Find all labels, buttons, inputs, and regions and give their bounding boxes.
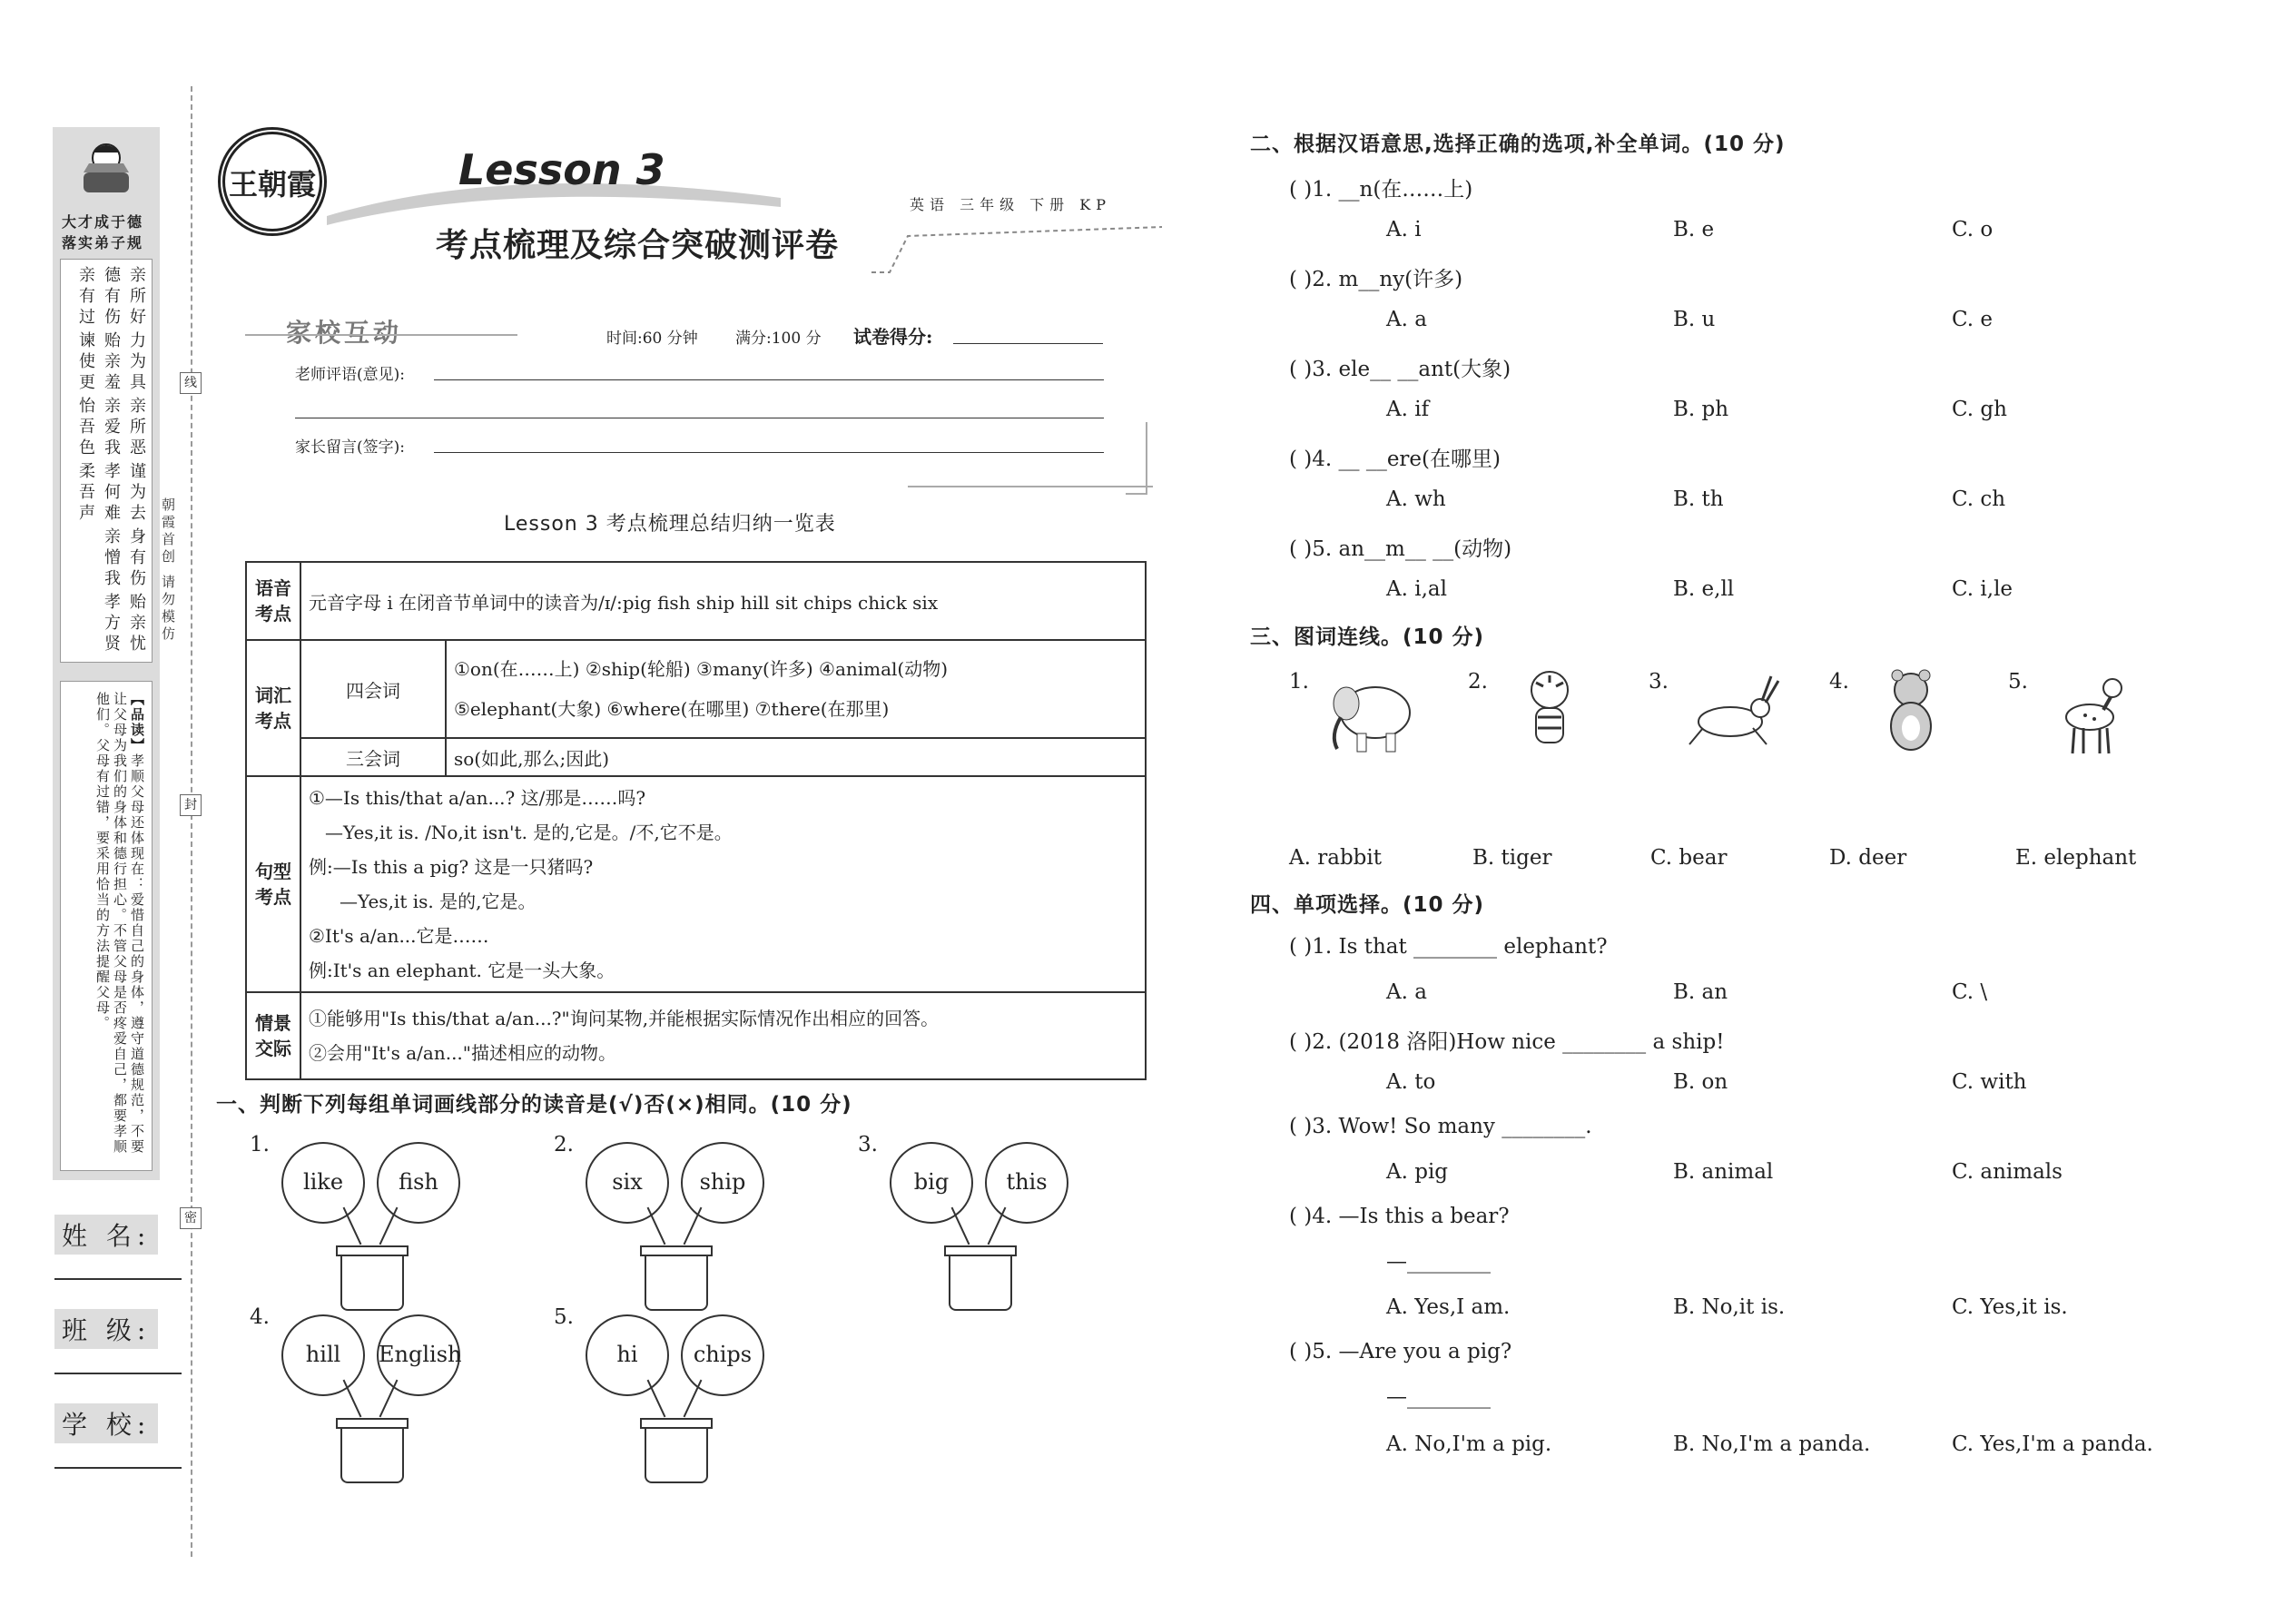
sentence-line-6: 例:It's an elephant. 它是一头大象。	[309, 960, 615, 981]
verse-15: 柔吾声	[76, 462, 95, 525]
summary-title: Lesson 3 考点梳理总结归纳一览表	[504, 513, 836, 536]
situation-line-1: ①能够用"Is this/that a/an...?"询问某物,并能根据实际情况作出相应的回答。	[309, 1008, 940, 1029]
parent-note-input[interactable]	[434, 452, 1104, 453]
p4-option-a[interactable]: A. to	[1386, 1070, 1436, 1094]
p2-option-b[interactable]: B. e,ll	[1673, 577, 1735, 601]
pot-rim	[640, 1418, 713, 1429]
p2-option-b[interactable]: B. u	[1673, 308, 1716, 331]
p2-option-a[interactable]: A. i,al	[1386, 577, 1447, 601]
side-note: 朝霞首创 请勿模仿	[160, 497, 176, 644]
word-b-cloud: English	[377, 1314, 460, 1396]
title-underline-deco	[871, 218, 1162, 281]
rabbit-icon[interactable]	[1680, 663, 1780, 763]
flower-number: 1.	[250, 1133, 270, 1156]
page-title: 考点梳理及综合突破测评卷	[436, 226, 840, 264]
score-input[interactable]	[953, 343, 1103, 344]
stem	[647, 1380, 666, 1418]
p3-number-5: 5.	[2008, 670, 2028, 694]
name-underline[interactable]	[54, 1278, 182, 1280]
p2-question-5[interactable]: ( )5. an__m__ __(动物)	[1289, 537, 1512, 561]
p4-answer-blank[interactable]: —________	[1386, 1385, 1491, 1409]
stem	[684, 1207, 703, 1245]
p4-question-4[interactable]: ( )4. —Is this a bear?	[1289, 1205, 1510, 1228]
pot-rim	[336, 1418, 409, 1429]
verse-13: 谏使更	[76, 331, 95, 394]
school-underline[interactable]	[54, 1467, 182, 1469]
reading-body: 孝顺父母还体现在：爱惜自己的身体，遵守道德规范，不要让父母为我们的身体和德行担心。不管父母是否疼爱自己，都要孝顺他们。父母有过错，要采用恰当的方法提醒父母。	[94, 692, 145, 1155]
word-a-cloud: hill	[281, 1314, 365, 1396]
word-b-cloud: fish	[377, 1142, 460, 1224]
logo-text: 王朝霞	[228, 167, 316, 202]
vocab-head: 词汇考点	[246, 640, 300, 776]
sentence-line-4: —Yes,it is. 是的,它是。	[340, 891, 537, 912]
verse-12: 亲有过	[76, 266, 95, 329]
verse-3: 谨为去	[127, 462, 146, 525]
word-b-cloud: ship	[681, 1142, 764, 1224]
verse-7: 贻亲羞	[102, 331, 121, 394]
p2-question-2[interactable]: ( )2. m__ny(许多)	[1289, 268, 1463, 291]
p2-option-c[interactable]: C. e	[1952, 308, 1994, 331]
flower-number: 5.	[554, 1305, 574, 1329]
p4-option-a[interactable]: A. Yes,I am.	[1386, 1295, 1511, 1319]
situation-line-2: ②会用"It's a/an..."描述相应的动物。	[309, 1042, 616, 1064]
bear-icon[interactable]	[1861, 663, 1961, 763]
teacher-comment-label: 老师评语(意见):	[295, 366, 405, 384]
situation-head: 情景交际	[246, 992, 300, 1079]
phonics-text: 元音字母 i 在闭音节单词中的读音为/ɪ/:pig fish ship hill sit chips chick six	[300, 562, 1146, 640]
p4-option-b[interactable]: B. No,I'm a panda.	[1673, 1432, 1871, 1456]
mascot-icon	[71, 136, 142, 200]
three-skill-row: so(如此,那么;因此)	[446, 738, 1146, 776]
p2-question-3[interactable]: ( )3. ele__ __ant(大象)	[1289, 358, 1511, 381]
p4-answer-blank[interactable]: —________	[1386, 1250, 1491, 1274]
four-skill-cell	[446, 640, 1146, 738]
p2-option-a[interactable]: A. if	[1386, 398, 1430, 421]
motto-2: 落实弟子规	[62, 234, 144, 251]
flower-pot	[645, 1256, 708, 1311]
p4-option-a[interactable]: A. pig	[1386, 1160, 1449, 1184]
cut-mark-2: 封	[180, 794, 202, 816]
stem	[379, 1207, 399, 1245]
stem	[343, 1207, 362, 1245]
word-a-cloud: big	[890, 1142, 973, 1224]
p4-option-b[interactable]: B. on	[1673, 1070, 1728, 1094]
p4-question-1[interactable]: ( )1. Is that ________ elephant?	[1289, 935, 1608, 959]
parent-note-label: 家长留言(签字):	[295, 438, 405, 457]
summary-table	[245, 561, 1147, 1080]
lesson-title: Lesson 3	[458, 145, 665, 194]
p4-option-a[interactable]: A. a	[1386, 980, 1427, 1004]
home-school-label: 家校互动	[286, 318, 403, 348]
p4-question-2[interactable]: ( )2. (2018 洛阳)How nice ________ a ship!	[1289, 1030, 1725, 1054]
word-a-cloud: like	[281, 1142, 365, 1224]
flower-number: 3.	[858, 1133, 878, 1156]
verse-6: 德有伤	[102, 266, 121, 329]
word-a-cloud: hi	[586, 1314, 669, 1396]
sentence-line-1: ①—Is this/that a/an...? 这/那是……吗?	[309, 787, 646, 809]
three-skill-label: 三会词	[300, 738, 446, 776]
full-score-text: 满分:100 分	[735, 330, 822, 348]
elephant-icon[interactable]	[1321, 663, 1421, 763]
p4-option-c[interactable]: C. \	[1952, 980, 1988, 1004]
p3-word-3[interactable]: C. bear	[1650, 846, 1728, 870]
flower-item-3	[858, 1133, 1049, 1342]
flower-pot	[645, 1429, 708, 1483]
stem	[647, 1207, 666, 1245]
teacher-comment-input[interactable]	[434, 379, 1104, 380]
sentence-head: 句型考点	[246, 776, 300, 992]
cut-mark-3: 密	[180, 1207, 202, 1229]
cut-line	[191, 86, 192, 1557]
sentence-cell	[300, 776, 1146, 992]
p3-word-1[interactable]: A. rabbit	[1289, 846, 1382, 870]
frame-deco-2	[908, 486, 1153, 487]
sentence-line-5: ②It's a/an...它是……	[309, 925, 489, 947]
reading-text	[73, 692, 145, 1164]
p2-option-c[interactable]: C. o	[1952, 218, 1994, 241]
pot-rim	[336, 1245, 409, 1256]
verse-14: 怡吾色	[76, 397, 95, 459]
p2-option-c[interactable]: C. i,le	[1952, 577, 2013, 601]
name-field[interactable]	[54, 1215, 182, 1255]
sentence-line-3: 例:—Is this a pig? 这是一只猪吗?	[309, 856, 594, 878]
school-field[interactable]	[54, 1403, 182, 1443]
reading-label: 【品读】	[129, 692, 145, 753]
p4-option-c[interactable]: C. Yes,I'm a panda.	[1952, 1432, 2153, 1456]
p4-option-c[interactable]: C. with	[1952, 1070, 2027, 1094]
p4-option-b[interactable]: B. animal	[1673, 1160, 1774, 1184]
four-skill-label: 四会词	[300, 640, 446, 738]
class-field[interactable]	[54, 1309, 182, 1349]
flower-number: 4.	[250, 1305, 270, 1329]
name-label: 姓 名:	[54, 1215, 158, 1255]
grade-meta: 英语 三年级 下册 KP	[910, 196, 1111, 213]
word-b-cloud: this	[985, 1142, 1068, 1224]
stem	[684, 1380, 703, 1418]
flower-item-4	[250, 1305, 462, 1514]
four-skill-row-2: ⑤elephant(大象) ⑥where(在哪里) ⑦there(在那里)	[454, 698, 890, 720]
p3-number-2: 2.	[1468, 670, 1488, 694]
p4-question-5[interactable]: ( )5. —Are you a pig?	[1289, 1340, 1512, 1363]
situation-cell	[300, 992, 1146, 1079]
p3-number-1: 1.	[1289, 670, 1309, 694]
p3-number-3: 3.	[1649, 670, 1669, 694]
p2-option-b[interactable]: B. e	[1673, 218, 1715, 241]
flower-pot	[340, 1256, 404, 1311]
p3-word-5[interactable]: E. elephant	[2015, 846, 2137, 870]
part4-title: 四、单项选择。(10 分)	[1250, 893, 1485, 917]
p2-question-4[interactable]: ( )4. __ __ere(在哪里)	[1289, 448, 1501, 471]
p2-option-c[interactable]: C. gh	[1952, 398, 2007, 421]
p4-option-c[interactable]: C. animals	[1952, 1160, 2063, 1184]
part2-title: 二、根据汉语意思,选择正确的选项,补全单词。(10 分)	[1250, 133, 1786, 156]
class-underline[interactable]	[54, 1373, 182, 1374]
word-b-cloud: chips	[681, 1314, 764, 1396]
part3-title: 三、图词连线。(10 分)	[1250, 625, 1485, 649]
pot-rim	[944, 1245, 1017, 1256]
flower-pot	[340, 1429, 404, 1483]
home-underline	[245, 334, 517, 336]
part1-title: 一、判断下列每组单词画线部分的读音是(√)否(×)相同。(10 分)	[216, 1093, 852, 1117]
p2-option-a[interactable]: A. a	[1386, 308, 1427, 331]
flower-number: 2.	[554, 1133, 574, 1156]
p4-option-c[interactable]: C. Yes,it is.	[1952, 1295, 2068, 1319]
phonics-head: 语音考点	[246, 562, 300, 640]
p4-question-3[interactable]: ( )3. Wow! So many ________.	[1289, 1115, 1592, 1138]
verse-0: 亲所好	[127, 266, 146, 329]
stem	[951, 1207, 970, 1245]
tiger-icon[interactable]	[1500, 663, 1600, 763]
verse-5: 贻亲忧	[127, 593, 146, 655]
word-a-cloud: six	[586, 1142, 669, 1224]
stem	[379, 1380, 399, 1418]
verse-8: 亲爱我	[102, 397, 121, 459]
brand-logo	[218, 127, 327, 236]
p2-option-b[interactable]: B. th	[1673, 487, 1724, 511]
p2-option-b[interactable]: B. ph	[1673, 398, 1729, 421]
p3-number-4: 4.	[1829, 670, 1849, 694]
verse-1: 力为具	[127, 331, 146, 394]
flower-item-5	[554, 1305, 753, 1514]
school-label: 学 校:	[54, 1403, 158, 1443]
verse-4: 身有伤	[127, 527, 146, 590]
p3-word-4[interactable]: D. deer	[1829, 846, 1907, 870]
p3-word-2[interactable]: B. tiger	[1472, 846, 1552, 870]
frame-deco	[1126, 422, 1147, 495]
verse-11: 孝方贤	[102, 593, 121, 655]
class-label: 班 级:	[54, 1309, 158, 1349]
p2-option-a[interactable]: A. i	[1386, 218, 1422, 241]
sentence-line-2: —Yes,it is. /No,it isn't. 是的,它是。/不,它不是。	[325, 822, 733, 843]
p2-question-1[interactable]: ( )1. __n(在……上)	[1289, 178, 1473, 202]
pot-rim	[640, 1245, 713, 1256]
motto-1: 大才成于德	[62, 213, 144, 231]
cut-mark-1: 线	[180, 372, 202, 394]
p2-option-a[interactable]: A. wh	[1386, 487, 1446, 511]
p2-option-c[interactable]: C. ch	[1952, 487, 2006, 511]
p4-option-b[interactable]: B. an	[1673, 980, 1728, 1004]
p4-option-b[interactable]: B. No,it is.	[1673, 1295, 1786, 1319]
four-skill-row-1: ①on(在……上) ②ship(轮船) ③many(许多) ④animal(动物)	[454, 658, 949, 680]
verse-10: 亲憎我	[102, 527, 121, 590]
p4-option-a[interactable]: A. No,I'm a pig.	[1386, 1432, 1552, 1456]
deer-icon[interactable]	[2040, 663, 2140, 763]
stem	[343, 1380, 362, 1418]
stem	[988, 1207, 1007, 1245]
flower-pot	[949, 1256, 1012, 1311]
verse-2: 亲所恶	[127, 397, 146, 459]
time-text: 时间:60 分钟	[606, 330, 698, 348]
score-label: 试卷得分:	[853, 326, 933, 348]
verse-9: 孝何难	[102, 462, 121, 525]
